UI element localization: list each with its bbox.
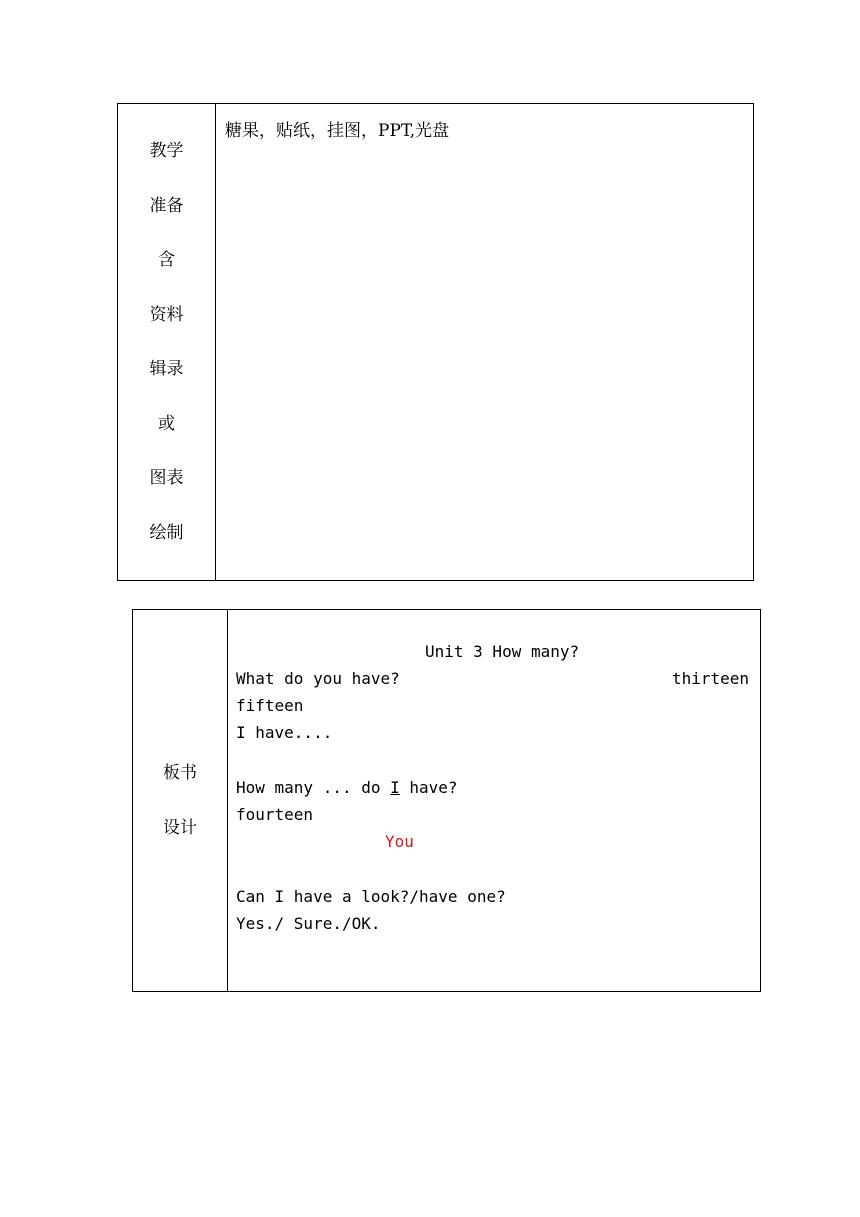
prep-content-cell	[216, 104, 754, 581]
prep-materials-text: 糖果，贴纸，挂图，PPT,光盘	[225, 121, 450, 141]
board-line-word-fifteen: fifteen	[236, 696, 304, 715]
how-many-post: have?	[399, 778, 458, 797]
teaching-prep-table	[117, 103, 754, 581]
board-title: Unit 3 How many?	[425, 642, 580, 661]
board-label-line: 设计	[163, 817, 197, 838]
how-many-underlined-i: I	[390, 778, 400, 797]
board-content	[228, 610, 760, 991]
board-content-cell	[228, 610, 761, 992]
board-line-red-you: You	[385, 832, 414, 851]
how-many-pre: How many ... do	[236, 778, 391, 797]
board-design-table	[132, 609, 761, 992]
board-label-line: 板书	[163, 763, 197, 783]
prep-label-line: 绘制	[149, 522, 184, 543]
prep-label-line: 准备	[149, 195, 184, 216]
prep-label-line: 含	[158, 250, 175, 270]
prep-label-line: 图表	[149, 468, 184, 488]
board-line-request: Can I have a look?/have one?	[236, 887, 506, 906]
board-line-word-thirteen: thirteen	[672, 669, 750, 688]
prep-label-cell	[118, 104, 216, 581]
board-line-word-fourteen: fourteen	[236, 805, 314, 824]
board-line-how-many	[236, 778, 458, 798]
prep-label-line: 辑录	[149, 359, 184, 379]
prep-label-line: 或	[158, 413, 175, 434]
prep-label-line: 资料	[149, 304, 184, 325]
board-label-cell	[133, 610, 228, 992]
board-line-question: What do you have?	[236, 669, 400, 688]
board-line-answer: I have....	[236, 723, 333, 742]
board-line-reply: Yes./ Sure./OK.	[236, 914, 381, 933]
prep-label-line: 教学	[149, 141, 184, 161]
